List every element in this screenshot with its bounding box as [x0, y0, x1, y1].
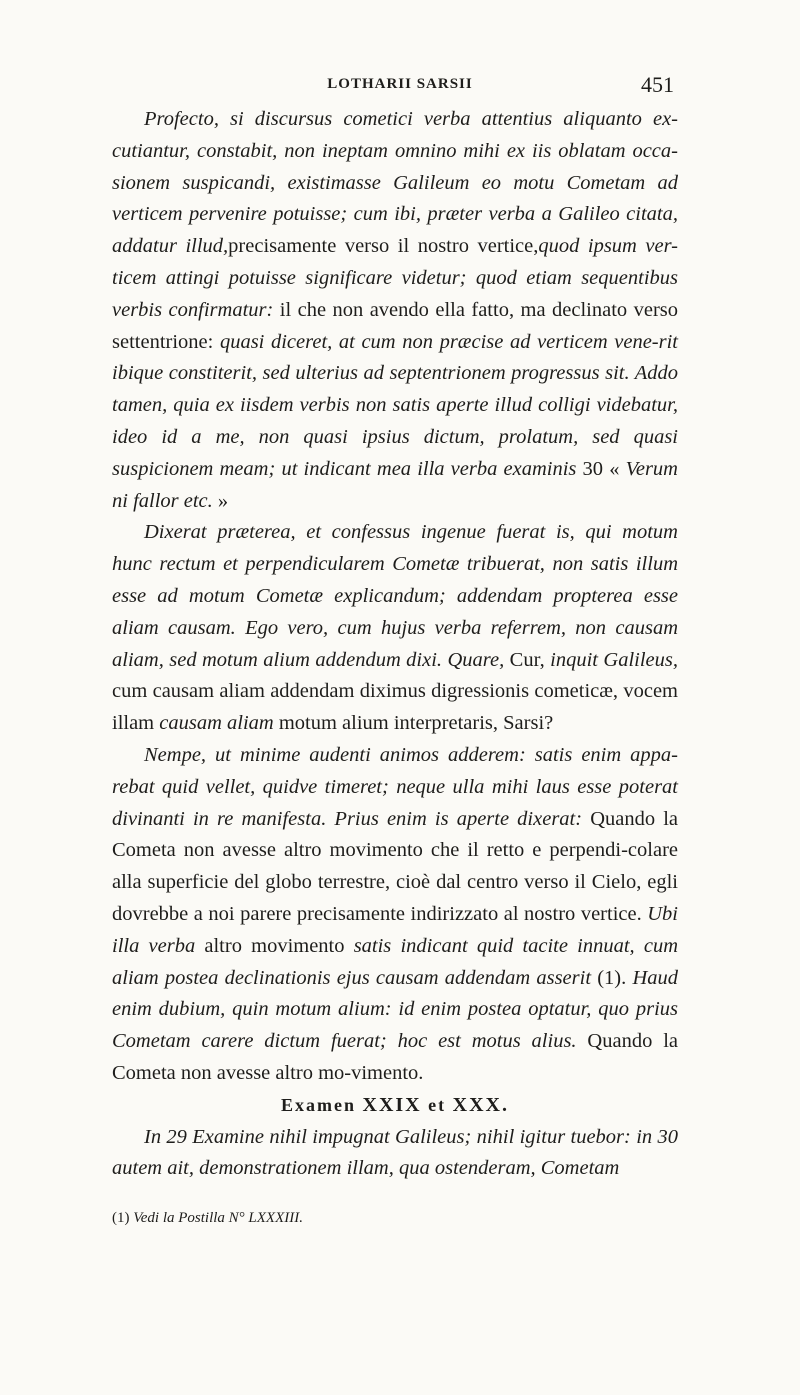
italic-run: Nempe, ut minime audenti animos adderem: satis enim appa-rebat quid vellet, quidve timeret; neque ulla mihi laus esse poterat divinanti in re manifesta. Prius enim is aperte dixerat: [112, 743, 678, 830]
italic-run: quasi diceret, at cum non præcise ad verticem vene-rit ibique constiterit, sed ulterius ad septentrionem progressus sit. Addo tamen, quia ex iisdem verbis non satis aperte illud colligi videbatur, ideo id a me, non quasi ipsius dictum, prolatum, sed quasi suspicionem meam; ut indicant mea illa verba examinis [112, 330, 678, 480]
page-number: 451 [641, 72, 674, 97]
roman-run: motum alium interpretaris, Sarsi? [273, 712, 554, 735]
italic-run: causam aliam [159, 712, 274, 735]
paragraph [112, 104, 678, 517]
roman-run: (1). [591, 966, 633, 989]
paragraph-last [112, 1122, 678, 1186]
italic-run: In 29 Examine nihil impugnat Galileus; nihil igitur tuebor: in 30 autem ait, demonstrationem illam, qua ostenderam, Cometam [112, 1125, 678, 1180]
italic-run: Dixerat præterea, et confessus ingenue fuerat is, qui motum hunc rectum et perpendicularem Cometæ tribuerat, non satis illum esse ad motum Cometæ explicandum; addendam propterea esse aliam causam. Ego vero, cum hujus verba referrem, non causam aliam, sed motum alium addendum dixi. Quare, [112, 521, 678, 671]
examen-et: et [428, 1094, 447, 1115]
paragraph [112, 740, 678, 1090]
italic-run: Ubi illa verba [112, 902, 678, 957]
page-header [0, 72, 800, 102]
footnote [112, 1208, 678, 1228]
body-text [112, 104, 678, 1185]
roman-run: precisamente verso il nostro vertice, [228, 235, 539, 258]
italic-run: satis indicant quid tacite innuat, cum aliam postea declinationis ejus causam addendam asserit [112, 934, 679, 989]
roman-run: altro movimento [195, 934, 354, 957]
paragraph [112, 517, 678, 740]
roman-run: cum causam aliam addendam diximus digressionis cometicæ, vocem illam [112, 680, 678, 735]
examen-number-2: XXX. [452, 1093, 509, 1116]
section-heading [112, 1090, 678, 1122]
roman-run: Quando la Cometa non avesse altro mo-vimento. [112, 1030, 678, 1084]
footnote-text: Vedi la Postilla N° LXXXIII. [133, 1210, 303, 1226]
footnote-marker: (1) [112, 1210, 134, 1226]
roman-run: il che non avendo ella fatto, ma declinato verso settentrione: [112, 298, 678, 353]
running-head: LOTHARII SARSII [327, 76, 473, 92]
italic-run: Verum ni fallor etc. [112, 457, 678, 512]
italic-run: inquit Galileus, [550, 648, 678, 671]
roman-run: » [212, 489, 229, 512]
roman-run: Quando la Cometa non avesse altro movimento che il retto e perpendi-colare alla superficie del globo terrestre, cioè dal centro verso il Cielo, egli dovrebbe a noi parere precisamente indirizzato al nostro vertice. [112, 807, 678, 925]
roman-run: Cur, [504, 648, 551, 671]
italic-run: Profecto, si discursus cometici verba attentius aliquanto ex-cutiantur, constabit, non ineptam omnino mihi ex iis oblatam occa-sionem suspicandi, existimasse Galileum eo motu Cometam ad verticem pervenire potuisse; cum ibi, præter verba a Galileo citata, addatur illud, [112, 108, 678, 258]
examen-word: Examen [281, 1094, 357, 1115]
examen-number-1: XXIX [362, 1093, 422, 1116]
italic-run: Haud enim dubium, quin motum alium: id enim postea optatur, quo prius Cometam carere dictum fuerat; hoc est motus alius. [112, 966, 678, 1053]
roman-run: 30 « [576, 457, 626, 480]
italic-run: quod ipsum ver-ticem attingi potuisse significare videtur; quod etiam sequentibus verbis confirmatur: [112, 235, 678, 321]
